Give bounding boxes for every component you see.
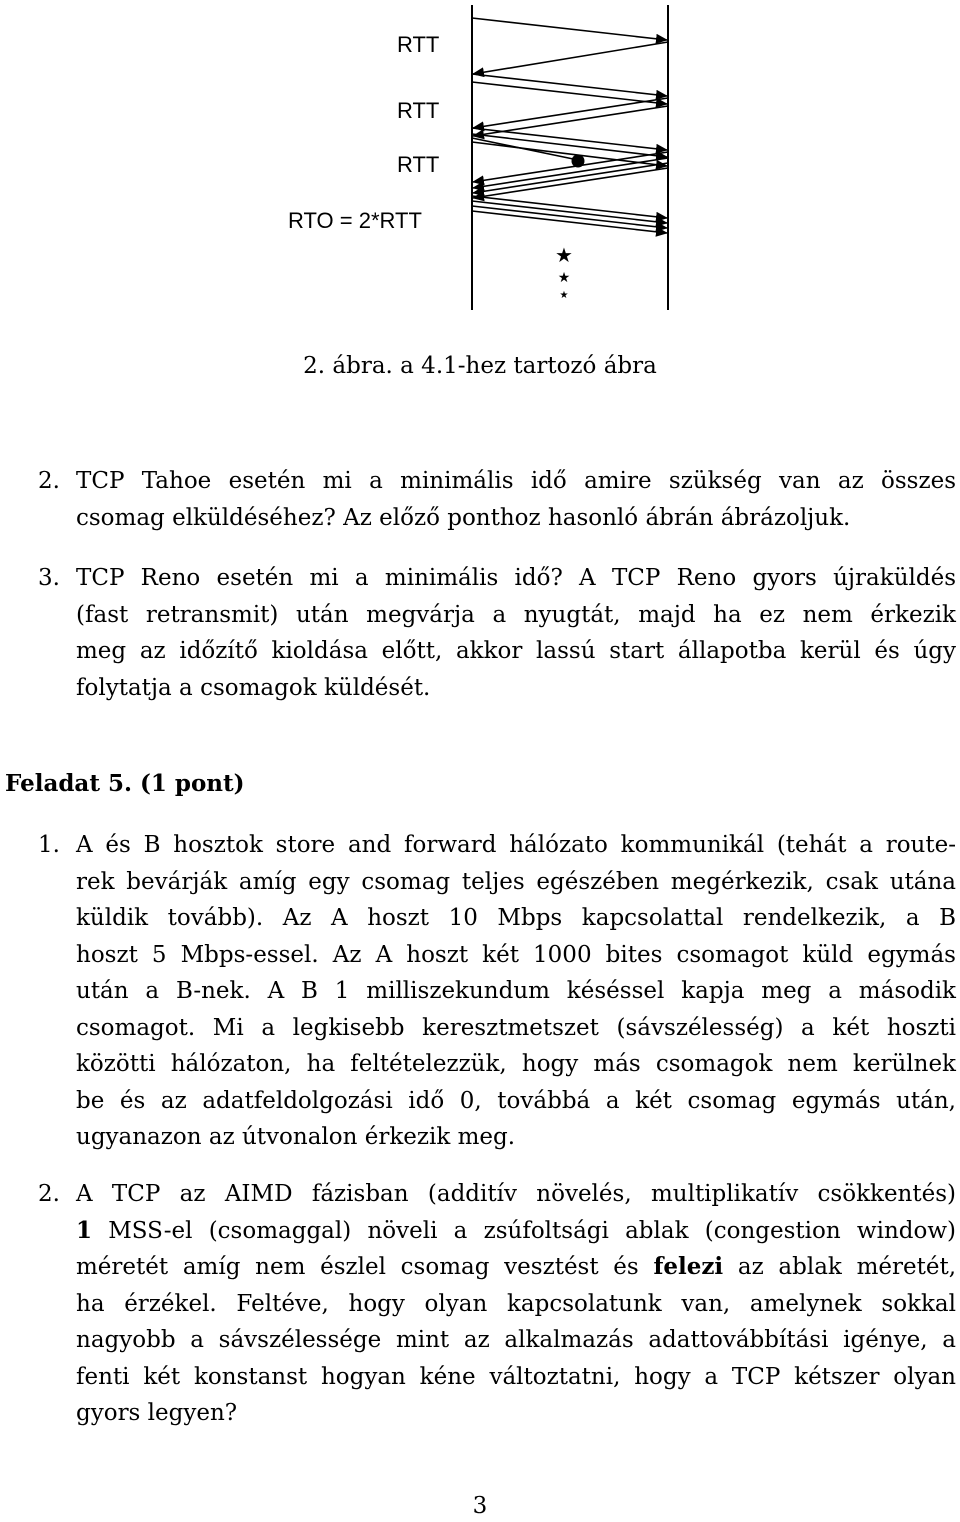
text-line: ugyanazon az útvonalon érkezik meg.	[76, 1124, 516, 1150]
text-fragment: méretét amíg nem észlel csomag vesztést és	[76, 1254, 654, 1280]
text-line: folytatja a csomagok küldését.	[76, 674, 431, 701]
item-number: 1.	[38, 832, 60, 858]
rtt-label: RTT	[397, 98, 440, 123]
text-line: TCP Reno esetén mi a minimális idő? A TCP Reno gyors újraküldés	[76, 565, 956, 591]
text-line: közötti hálózaton, ha feltételezzük, hogy más csomagok nem kerülnek	[76, 1051, 956, 1077]
item-number: 2.	[38, 1181, 60, 1207]
item-number: 2.	[38, 468, 60, 494]
task-2	[38, 1176, 957, 1432]
star-icon: ★	[555, 243, 573, 267]
text-line: hoszt 5 Mbps-essel. Az A hoszt két 1000 bites csomagot küld egymás	[76, 941, 956, 968]
text-line: után a B-nek. A B 1 milliszekundum késéssel kapja meg a második	[76, 978, 956, 1004]
sequence-diagram	[0, 0, 960, 320]
text-line: csomagot. Mi a legkisebb keresztmetszet (sávszélesség) a két hoszti	[76, 1014, 956, 1041]
ack-arrow	[473, 98, 668, 128]
text-line: küldik tovább). Az A hoszt 10 Mbps kapcsolattal rendelkezik, a B	[76, 905, 956, 931]
text-line: be és az adatfeldolgozási idő 0, továbbá a két csomag egymás után,	[76, 1087, 956, 1114]
rtt-label: RTT	[397, 32, 440, 57]
item-3	[38, 560, 956, 706]
rtt-label: RTT	[397, 152, 440, 177]
text-line: csomag elküldéséhez? Az előző ponthoz hasonló ábrán ábrázoljuk.	[76, 504, 851, 531]
star-icon: ★	[557, 270, 571, 286]
text-line	[76, 1249, 956, 1286]
text-line	[76, 1213, 956, 1250]
text-line: nagyobb a sávszélessége mint az alkalmazás adattovábbítási igénye, a	[76, 1327, 956, 1353]
page-number: 3	[472, 1493, 488, 1519]
figure-caption: 2. ábra. a 4.1-hez tartozó ábra	[303, 353, 657, 379]
text-line: A és B hosztok store and forward hálózato kommunikál (tehát a route-	[76, 832, 956, 858]
text-fragment: MSS-el (csomaggal) növeli a zsúfoltsági ablak (congestion window)	[92, 1217, 956, 1244]
text-line: (fast retransmit) után megvárja a nyugtát, majd ha ez nem érkezik	[76, 601, 956, 628]
section-heading: Feladat 5. (1 pont)	[5, 770, 245, 797]
text-line: rek bevárják amíg egy csomag teljes egészében megérkezik, csak utána	[76, 868, 956, 895]
text-line: meg az időzítő kioldása előtt, akkor lassú start állapotba kerül és úgy	[76, 638, 956, 664]
text-line: gyors legyen?	[76, 1400, 238, 1426]
text-fragment: az ablak méretét,	[723, 1254, 957, 1280]
sequence-diagram-drawing	[0, 0, 960, 320]
ack-arrow	[473, 42, 668, 74]
text-line: ha érzékel. Feltéve, hogy olyan kapcsolatunk van, amelynek sokkal	[76, 1290, 956, 1317]
bold-word: felezi	[653, 1253, 724, 1280]
item-number: 3.	[38, 565, 60, 591]
segment-arrow	[472, 18, 667, 40]
segment-arrow	[472, 201, 667, 223]
text-line: A TCP az AIMD fázisban (additív növelés, multiplikatív csökkentés)	[76, 1181, 956, 1207]
star-icon: ★	[559, 290, 569, 301]
text-line: fenti két konstanst hogyan kéne változtatni, hogy a TCP kétszer olyan	[76, 1363, 956, 1390]
segment-arrow	[472, 128, 667, 150]
segment-arrow	[472, 206, 667, 228]
text-line: TCP Tahoe esetén mi a minimális idő amire szükség van az összes	[76, 468, 956, 494]
bold-value: 1	[76, 1216, 93, 1244]
rto-label: RTO = 2*RTT	[288, 208, 422, 233]
item-2	[38, 463, 956, 536]
task-1	[38, 827, 956, 1156]
